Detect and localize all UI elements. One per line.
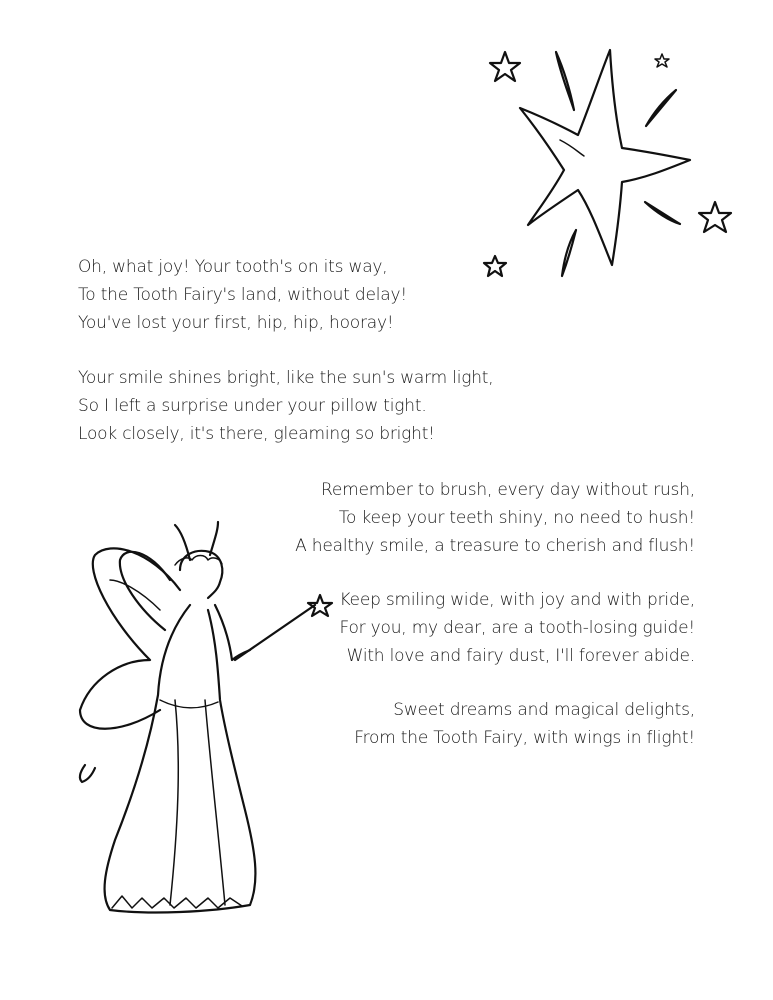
dress-hem-leaves (112, 896, 242, 908)
poem-line: With love and fairy dust, I'll forever abide. (346, 646, 695, 666)
stanza-4 (339, 586, 695, 670)
small-star-icon (484, 256, 506, 276)
poem-line: Oh, what joy! Your tooth's on its way, (78, 257, 388, 277)
poem-line: Remember to brush, every day without rush, (320, 480, 695, 500)
poem-line: Keep smiling wide, with joy and with pride, (339, 590, 695, 610)
fairy-antenna (210, 522, 218, 555)
fairy-wing-front (120, 552, 170, 630)
sparkle-ray (646, 90, 676, 126)
fairy-arm (215, 605, 250, 660)
sparkle-ray (562, 230, 576, 276)
fairy-foot (80, 765, 95, 782)
poem-line: Look closely, it's there, gleaming so bright! (78, 424, 435, 444)
wand-star-icon (308, 595, 332, 616)
sparkle-ray (645, 202, 680, 224)
poem-line: To keep your teeth shiny, no need to hush! (338, 508, 695, 528)
poem-line: Sweet dreams and magical delights, (393, 700, 695, 720)
tiny-star-icon (655, 54, 669, 67)
stanza-1 (78, 253, 407, 337)
sparkling-stars-illustration (460, 30, 750, 290)
fairy-wand (235, 605, 315, 660)
fairy-dress (105, 605, 256, 912)
small-star-icon (699, 202, 731, 232)
tooth-fairy-illustration (40, 510, 350, 930)
poem-line: You've lost your first, hip, hip, hooray! (78, 313, 394, 333)
large-sparkle-star-icon (520, 50, 690, 265)
sparkle-ray (556, 52, 574, 110)
poem-line: For you, my dear, are a tooth-losing guide! (339, 618, 695, 638)
small-star-icon (490, 52, 520, 81)
stanza-2 (78, 364, 493, 448)
poem-line: So I left a surprise under your pillow tight. (78, 396, 427, 416)
poem-line: To the Tooth Fairy's land, without delay! (78, 285, 407, 305)
poem-line: From the Tooth Fairy, with wings in flight! (354, 728, 695, 748)
stanza-3 (295, 476, 695, 560)
stanza-5 (354, 696, 695, 752)
poem-line: A healthy smile, a treasure to cherish and flush! (295, 536, 695, 556)
poem-line: Your smile shines bright, like the sun's warm light, (78, 368, 494, 388)
